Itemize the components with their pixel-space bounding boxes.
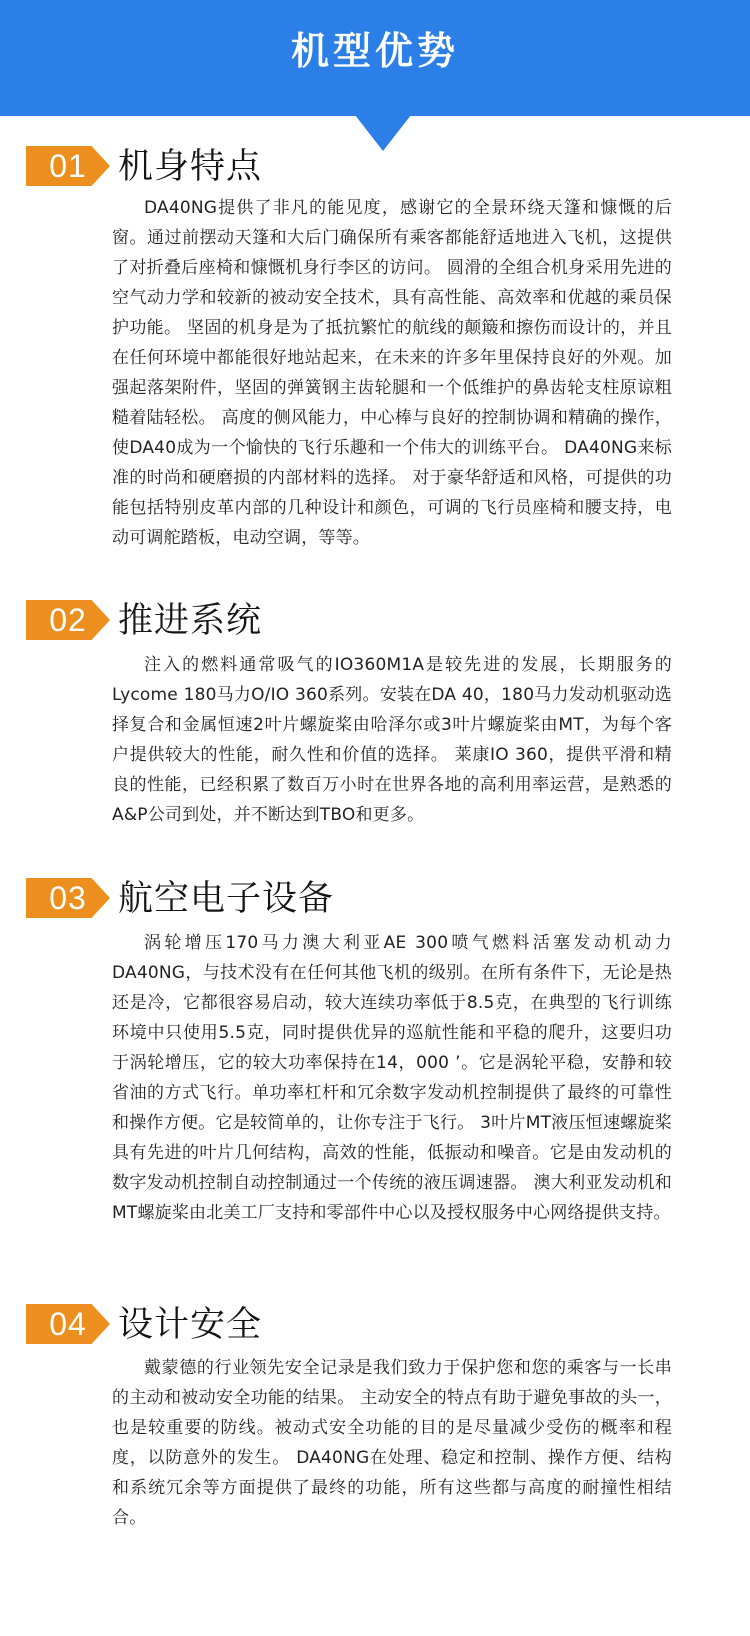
section-body: 涡轮增压170马力澳大利亚AE 300喷气燃料活塞发动机动力DA40NG，与技术没有在任何其他飞机的级别。在所有条件下，无论是热还是冷，它都很容易启动，较大连续功率低于8.5克，在典型的飞行训练环境中只使用5.5克，同时提供优异的巡航性能和平稳的爬升，这要归功于涡轮增压，它的较大功率保持在14，000 ’。它是涡轮平稳，安静和较省油的方式飞行。单功率杠杆和冗余数字发动机控制提供了最终的可靠性和操作方便。它是较简单的，让你专注于飞行。 3叶片MT液压恒速螺旋桨具有先进的叶片几何结构，高效的性能，低振动和噪音。它是由发动机的数字发动机控制自动控制通过一个传统的液压调速器。 澳大利亚发动机和MT螺旋桨由北美工厂支持和零部件中心以及授权服务中心网络提供支持。 <box>112 933 672 1223</box>
section-header-3 <box>0 874 750 934</box>
section-header-2 <box>0 596 750 656</box>
section-number: 04 <box>49 1306 87 1342</box>
section-number: 03 <box>49 880 87 916</box>
page-title: 机型优势 <box>290 29 459 73</box>
section-title: 推进系统 <box>118 601 263 641</box>
section-title: 机身特点 <box>118 147 263 187</box>
section-header-4 <box>0 1300 750 1360</box>
section-body: DA40NG提供了非凡的能见度，感谢它的全景环绕天篷和慷慨的后窗。通过前摆动天篷和大后门确保所有乘客都能舒适地进入飞机，这提供了对折叠后座椅和慷慨机身行李区的访问。 圆滑的全组合机身采用先进的空气动力学和较新的被动安全技术，具有高性能、高效率和优越的乘员保护功能。 坚固的机身是为了抵抗繁忙的航线的颠簸和擦伤而设计的，并且在任何环境中都能很好地站起来，在未来的许多年里保持良好的外观。加强起落架附件，坚固的弹簧钢主齿轮腿和一个低维护的鼻齿轮支柱原谅粗糙着陆轻松。 高度的侧风能力，中心棒与良好的控制协调和精确的操作，使DA40成为一个愉快的飞行乐趣和一个伟大的训练平台。 DA40NG来标准的时尚和硬磨损的内部材料的选择。 对于豪华舒适和风格，可提供的功能包括特别皮革内部的几种设计和颜色，可调的飞行员座椅和腰支持，电动可调舵踏板，电动空调，等等。 <box>112 198 672 548</box>
section-title: 航空电子设备 <box>118 879 335 919</box>
section-number: 01 <box>49 148 87 184</box>
section-body: 戴蒙德的行业领先安全记录是我们致力于保护您和您的乘客与一长串的主动和被动安全功能的结果。 主动安全的特点有助于避免事故的头一，也是较重要的防线。被动式安全功能的目的是尽量减少受伤的概率和程度，以防意外的发生。 DA40NG在处理、稳定和控制、操作方便、结构和系统冗余等方面提供了最终的功能，所有这些都与高度的耐撞性相结合。 <box>112 1358 672 1528</box>
section-number: 02 <box>49 602 87 638</box>
section-body: 注入的燃料通常吸气的IO360M1A是较先进的发展，长期服务的Lycome 180马力O/IO 360系列。安装在DA 40，180马力发动机驱动选择复合和金属恒速2叶片螺旋桨由哈泽尔或3叶片螺旋桨由MT，为每个客户提供较大的性能，耐久性和价值的选择。 莱康IO 360，提供平滑和精良的性能，已经积累了数百万小时在世界各地的高利用率运营，是熟悉的A&P公司到处，并不断达到TBO和更多。 <box>112 655 672 825</box>
section-title: 设计安全 <box>118 1305 263 1345</box>
